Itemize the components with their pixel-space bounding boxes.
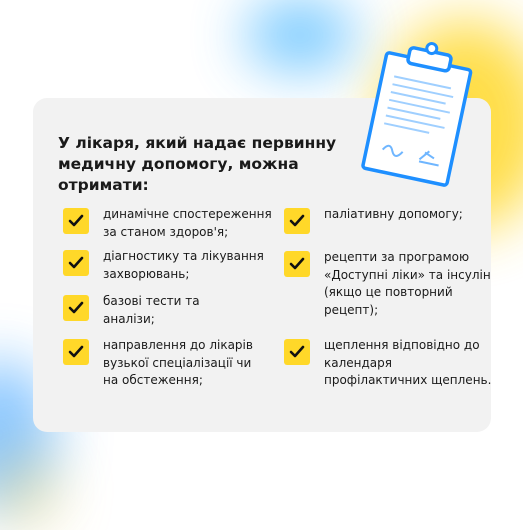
- check-icon: [68, 345, 84, 359]
- title-line-2: медичну допомогу, можна отримати:: [58, 155, 299, 194]
- check-icon: [68, 301, 84, 315]
- decor-blob-blue-top: [245, 0, 355, 70]
- clipboard-icon: [352, 38, 482, 202]
- list-item-text: рецепти за програмою «Доступні ліки» та інсулін (якщо це повторний рецепт);: [324, 250, 491, 317]
- checkbox: [63, 339, 89, 365]
- checkbox: [63, 250, 89, 276]
- list-item-text: базові тести та аналізи;: [103, 294, 200, 326]
- list-item-text: динамічне спостереження за станом здоров'я;: [103, 207, 272, 239]
- check-icon: [289, 345, 305, 359]
- checkbox: [284, 339, 310, 365]
- check-icon: [289, 214, 305, 228]
- check-icon: [68, 256, 84, 270]
- page-title: [58, 133, 358, 196]
- list-item-text: щеплення відповідно до календаря профілактичних щеплень.: [324, 338, 492, 387]
- check-icon: [68, 214, 84, 228]
- checkbox: [284, 251, 310, 277]
- title-line-1: У лікаря, який надає первинну: [58, 134, 337, 152]
- checkbox: [63, 208, 89, 234]
- checkbox: [63, 295, 89, 321]
- list-item-text: паліативну допомогу;: [324, 207, 463, 221]
- list-item-text: направлення до лікарів вузької спеціалізації чи на обстеження;: [103, 338, 253, 387]
- list-item-text: діагностику та лікування захворювань;: [103, 249, 264, 281]
- check-icon: [289, 257, 305, 271]
- checkbox: [284, 208, 310, 234]
